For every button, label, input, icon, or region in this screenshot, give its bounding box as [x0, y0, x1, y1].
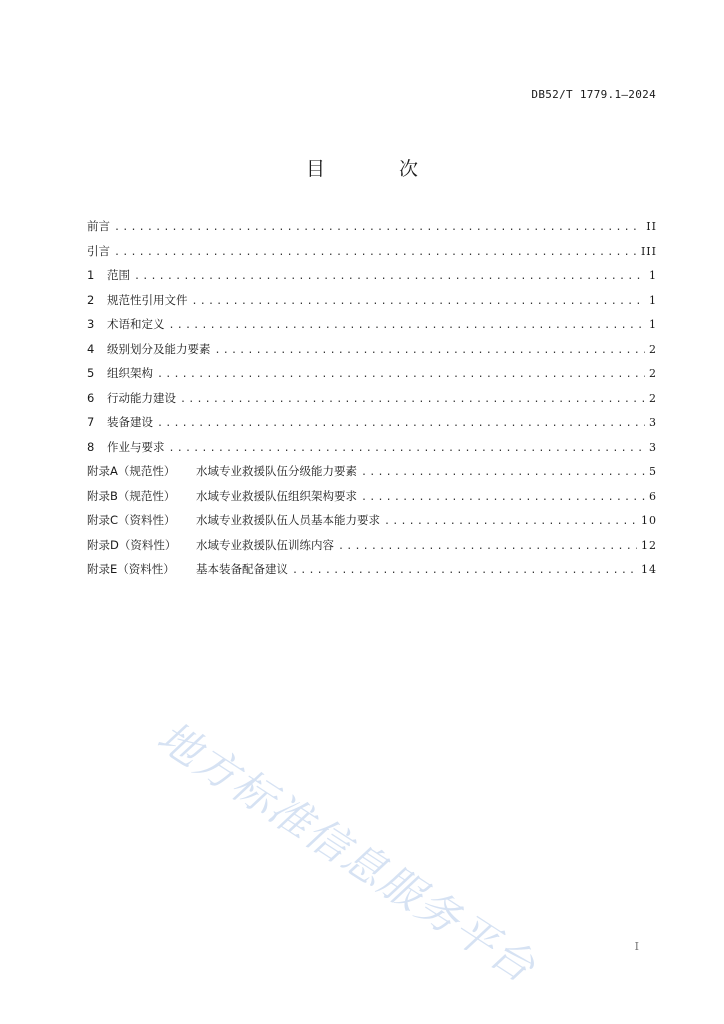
- annex-kind-label: 附录E（资料性）: [87, 562, 175, 576]
- toc-entry-annex-e[interactable]: [87, 561, 657, 586]
- toc-leader-dots: [361, 492, 645, 503]
- toc-entry-label: 作业与要求: [107, 439, 165, 454]
- toc-entry-5[interactable]: [87, 365, 657, 390]
- toc-entry-label: 水域专业救援队伍训练内容: [196, 537, 334, 552]
- toc-leader-dots: [169, 443, 646, 454]
- table-of-contents: [87, 218, 657, 586]
- toc-entry-label: 装备建设: [107, 415, 153, 429]
- toc-leader-dots: [134, 271, 645, 282]
- toc-entry-label: 行动能力建设: [107, 390, 176, 405]
- toc-entry-page: 14: [641, 563, 657, 576]
- watermark: 地方标准信息服务平台: [148, 711, 545, 993]
- toc-entry-number: 8: [87, 439, 95, 454]
- toc-entry-number: 1: [87, 268, 95, 282]
- toc-entry-page: 1: [649, 293, 657, 307]
- footer-page-number: I: [634, 940, 639, 953]
- toc-entry-8[interactable]: [87, 439, 657, 464]
- toc-entry-number: 4: [87, 341, 95, 356]
- toc-entry-foreword[interactable]: [87, 218, 657, 243]
- toc-leader-dots: [169, 320, 646, 331]
- toc-leader-dots: [114, 222, 642, 233]
- toc-entry-page: 12: [641, 538, 657, 552]
- toc-entry-page: 1: [649, 269, 657, 282]
- toc-entry-page: 6: [649, 489, 657, 503]
- toc-entry-label: 级别划分及能力要素: [107, 341, 211, 356]
- toc-entry-2[interactable]: [87, 292, 657, 317]
- toc-entry-number: 7: [87, 415, 95, 429]
- annex-kind-label: 附录B（规范性）: [87, 488, 176, 503]
- toc-entry-annex-a[interactable]: [87, 463, 657, 488]
- annex-kind-label: 附录D（资料性）: [87, 537, 177, 552]
- toc-entry-page: 3: [649, 440, 657, 454]
- toc-entry-page: 2: [649, 391, 657, 405]
- toc-leader-dots: [384, 516, 637, 527]
- toc-entry-annex-b[interactable]: [87, 488, 657, 513]
- annex-kind-label: 附录A（规范性）: [87, 464, 176, 478]
- toc-entry-introduction[interactable]: [87, 243, 657, 268]
- toc-leader-dots: [215, 345, 646, 356]
- toc-entry-annex-d[interactable]: [87, 537, 657, 562]
- toc-leader-dots: [157, 418, 645, 429]
- toc-entry-label: 水域专业救援队伍分级能力要素: [196, 464, 357, 478]
- toc-entry-number: 3: [87, 317, 95, 331]
- annex-kind-label: 附录C（资料性）: [87, 513, 176, 527]
- toc-entry-label: 术语和定义: [107, 317, 165, 331]
- toc-entry-label: 组织架构: [107, 366, 153, 380]
- toc-entry-number: 2: [87, 292, 95, 307]
- toc-leader-dots: [192, 296, 646, 307]
- toc-entry-3[interactable]: [87, 316, 657, 341]
- toc-entry-page: 1: [649, 318, 657, 331]
- toc-leader-dots: [157, 369, 645, 380]
- toc-entry-number: 5: [87, 366, 95, 380]
- toc-entry-page: 10: [641, 514, 657, 527]
- toc-entry-page: 2: [649, 367, 657, 380]
- toc-entry-number: 6: [87, 390, 95, 405]
- toc-entry-label: 引言: [87, 243, 110, 258]
- toc-entry-label: 前言: [87, 219, 110, 233]
- toc-entry-label: 基本装备配备建议: [196, 562, 288, 576]
- toc-entry-annex-c[interactable]: [87, 512, 657, 537]
- toc-leader-dots: [114, 247, 637, 258]
- toc-entry-7[interactable]: [87, 414, 657, 439]
- toc-entry-label: 范围: [107, 268, 130, 282]
- toc-entry-6[interactable]: [87, 390, 657, 415]
- toc-entry-page: III: [640, 244, 657, 258]
- toc-entry-page: 3: [649, 416, 657, 429]
- toc-entry-label: 水域专业救援队伍组织架构要求: [196, 488, 357, 503]
- toc-entry-page: 5: [649, 465, 657, 478]
- toc-leader-dots: [361, 467, 645, 478]
- toc-leader-dots: [338, 541, 637, 552]
- toc-leader-dots: [180, 394, 645, 405]
- toc-entry-label: 规范性引用文件: [107, 292, 188, 307]
- toc-entry-page: 2: [649, 342, 657, 356]
- page-title: 目 次: [305, 158, 453, 180]
- document-code: DB52/T 1779.1—2024: [531, 88, 656, 101]
- toc-entry-label: 水域专业救援队伍人员基本能力要求: [196, 513, 380, 527]
- toc-entry-1[interactable]: [87, 267, 657, 292]
- toc-leader-dots: [292, 565, 637, 576]
- toc-entry-page: II: [646, 220, 657, 233]
- toc-entry-4[interactable]: [87, 341, 657, 366]
